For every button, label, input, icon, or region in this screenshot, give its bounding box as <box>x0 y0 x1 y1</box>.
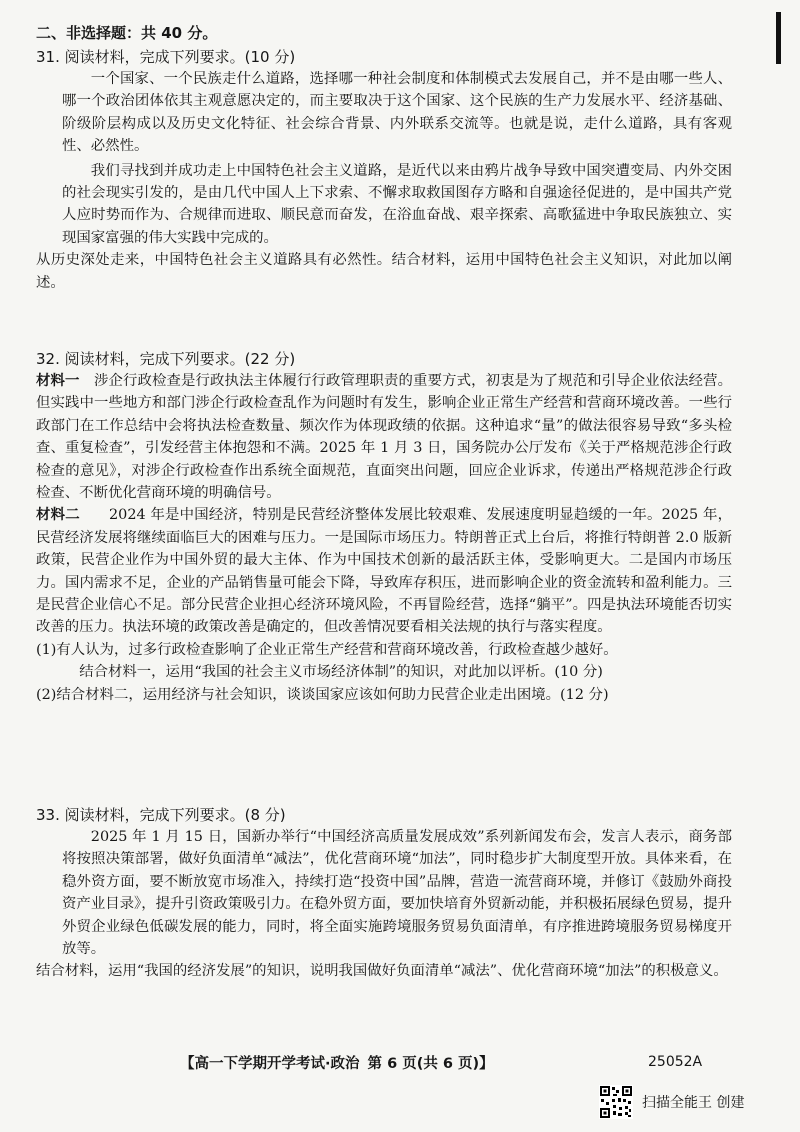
qr-code-icon <box>599 1085 633 1119</box>
question-33-title: 33. 阅读材料，完成下列要求。(8 分) <box>36 806 286 824</box>
footer-left-bracket: 【 <box>180 1056 195 1072</box>
question-32-material <box>36 370 732 706</box>
question-31-material <box>36 68 732 294</box>
question-32-title: 32. 阅读材料，完成下列要求。(22 分) <box>36 350 296 368</box>
scan-edge-mark <box>776 12 781 64</box>
q32-subquestion-1-line-2: 结合材料一，运用“我国的社会主义市场经济体制”的知识，对此加以评析。(10 分) <box>79 664 603 681</box>
q32-subquestion-1-line-1: (1)有人认为，过多行政检查影响了企业正常生产经营和营商环境改善，行政检查越少越好。 <box>36 641 618 658</box>
q31-paragraph-2: 我们寻找到并成功走上中国特色社会主义道路，是近代以来由鸦片战争导致中国突遭变局、内外交困的社会现实引发的，是由几代中国人上下求索、不懈求取救国图存方略和自强途径促进的，是中国共产党人应时势而作为、合规律而进取、顺民意而奋发，在浴血奋战、艰辛探索、高歌猛进中争取民族独立、实现国家富强的伟大实践中完成的。 <box>62 162 732 246</box>
footer-page-info: 第 6 页(共 6 页) <box>367 1056 480 1072</box>
section-title: 二、非选择题：共 40 分。 <box>36 24 218 42</box>
footer-course: 高一下学期开学考试·政治 <box>194 1056 360 1072</box>
material-1-label: 材料一 <box>36 373 80 389</box>
question-31-title: 31. 阅读材料，完成下列要求。(10 分) <box>36 48 296 66</box>
q32-material-1 <box>36 370 732 504</box>
question-33-material <box>36 826 732 983</box>
material-1-text: 涉企行政检查是行政执法主体履行行政管理职责的重要方式，初衷是为了规范和引导企业依法经营。但实践中一些地方和部门涉企行政检查乱作为问题时有发生，影响企业正常生产经营和营商环境改善。一些行政部门在工作总结中会将执法检查数量、频次作为体现政绩的依据。这种追求“量”的做法很容易导致“多头检查、重复检查”，引发经营主体抱怨和不满。2025 年 1 月 3 日，国务院办公厅发布《关于严格规范涉企行政检查的意见》，对涉企行政检查作出系统全面规范，直面突出问题，回应企业诉求，传递出严格规范涉企行政检查、不断优化营商环境的明确信号。 <box>36 373 732 502</box>
q32-material-2 <box>36 504 732 638</box>
exam-code: 25052A <box>648 1054 703 1070</box>
page-footer <box>180 1052 494 1073</box>
q33-task: 结合材料，运用“我国的经济发展”的知识，说明我国做好负面清单“减法”、优化营商环境“加法”的积极意义。 <box>36 963 728 980</box>
material-2-text: 2024 年是中国经济，特别是民营经济整体发展比较艰难、发展速度明显趋缓的一年。2025 年，民营经济发展将继续面临巨大的困难与压力。一是国际市场压力。特朗普正式上台后，将推行特朗普 2.0 版新政策，民营企业作为中国外贸的最大主体、作为中国技术创新的最活跃主体，受影响更大。二是国内市场压力。国内需求不足，企业的产品销售量可能会下降，导致库存积压，进而影响企业的资金流转和盈利能力。三是民营企业信心不足。部分民营企业担心经济环境风险，不再冒险经营，选择“躺平”。四是执法环境能否切实改善的压力。执法环境的政策改善是确定的，但改善情况要看相关法规的执行与落实程度。 <box>36 507 732 636</box>
q33-paragraph: 2025 年 1 月 15 日，国新办举行“中国经济高质量发展成效”系列新闻发布会，发言人表示，商务部将按照决策部署，做好负面清单“减法”，优化营商环境“加法”，同时稳步扩大制度型开放。具体来看，在稳外资方面，要不断放宽市场准入，持续打造“投资中国”品牌，营造一流营商环境，并修订《鼓励外商投资产业目录》，提升引资政策吸引力。在稳外贸方面，要加快培育外贸新动能，并积极拓展绿色贸易，提升外贸企业绿色低碳发展的能力，同时，将全面实施跨境服务贸易负面清单，有序推进跨境服务贸易梯度开放等。 <box>62 829 732 958</box>
q32-subquestion-2: (2)结合材料二，运用经济与社会知识，谈谈国家应该如何助力民营企业走出困境。(12 分) <box>36 686 609 703</box>
q31-task: 从历史深处走来，中国特色社会主义道路具有必然性。结合材料，运用中国特色社会主义知识，对此加以阐述。 <box>36 252 732 291</box>
material-2-label: 材料二 <box>36 507 80 524</box>
scanner-watermark: 扫描全能王 创建 <box>642 1095 745 1111</box>
footer-right-bracket: 】 <box>479 1056 494 1072</box>
q31-paragraph-1: 一个国家、一个民族走什么道路，选择哪一种社会制度和体制模式去发展自己，并不是由哪一些人、哪一个政治团体依其主观意愿决定的，而主要取决于这个国家、这个民族的生产力发展水平、经济基础、阶级阶层构成以及历史文化特征、社会综合背景、内外联系交流等。也就是说，走什么道路，具有客观性、必然性。 <box>62 71 732 155</box>
